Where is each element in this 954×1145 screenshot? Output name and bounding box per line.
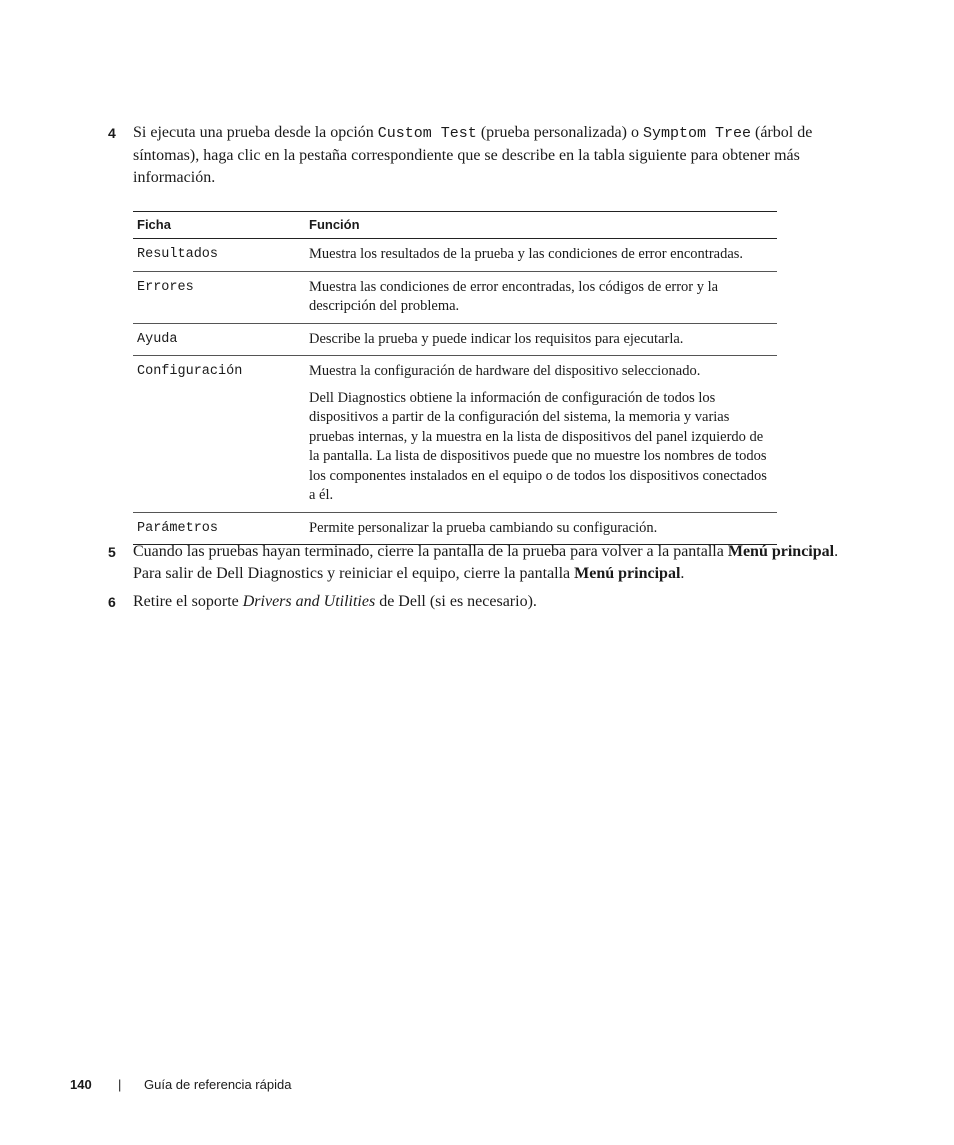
page-footer <box>70 1077 292 1092</box>
text-run: Cuando las pruebas hayan terminado, cierre la pantalla de la prueba para volver a la pantalla <box>133 543 728 560</box>
tab-name-cell: Resultados <box>133 239 305 272</box>
step-text <box>133 122 868 189</box>
function-text: Muestra las condiciones de error encontradas, los códigos de error y la descripción del problema. <box>309 278 719 314</box>
tab-name-cell: Ayuda <box>133 323 305 356</box>
text-run: . Para salir de Dell Diagnostics y reiniciar el equipo, cierre la pantalla <box>133 543 839 582</box>
text-run: de Dell (si es necesario). <box>375 593 537 610</box>
function-text: Dell Diagnostics obtiene la información de configuración de todos los dispositivos a partir de la configuración del sistema, la memoria y varias pruebas internas, y la muestra en la lista de dispositivos del panel izquierdo de la pantalla. La lista de dispositivos puede que no muestre los nombres de todos los componentes instalados en el equipo o de todos los dispositivos conectados a él. <box>309 389 767 503</box>
step-number: 4 <box>108 125 116 141</box>
page-number: 140 <box>70 1077 92 1092</box>
text-run: (prueba personalizada) o <box>476 124 643 141</box>
function-cell <box>305 271 777 323</box>
text-run: (árbol de síntomas), haga clic en la pestaña correspondiente que se describe en la tabla siguiente para obtener más información. <box>133 124 813 186</box>
tab-name-cell: Configuración <box>133 356 305 513</box>
step-6 <box>108 591 868 613</box>
column-header-ficha: Ficha <box>133 212 305 239</box>
menu-principal-term: Menú principal <box>727 543 835 560</box>
table-row <box>133 271 777 323</box>
text-run: Si ejecuta una prueba desde la opción <box>133 124 378 141</box>
table-header-row <box>133 212 777 239</box>
code-custom-test: Custom Test <box>377 125 477 142</box>
table-row <box>133 356 777 513</box>
step-text <box>133 591 868 613</box>
footer-separator: | <box>118 1077 122 1092</box>
document-title: Guía de referencia rápida <box>144 1077 292 1092</box>
step-4 <box>108 122 868 189</box>
step-number: 5 <box>108 544 116 560</box>
function-cell <box>305 356 777 513</box>
code-symptom-tree: Symptom Tree <box>642 125 751 142</box>
tab-name-cell: Errores <box>133 271 305 323</box>
step-text <box>133 541 868 585</box>
media-name: Drivers and Utilities <box>242 593 376 610</box>
tabs-table <box>133 211 777 545</box>
function-cell <box>305 323 777 356</box>
text-run: Retire el soporte <box>133 593 243 610</box>
table-row <box>133 323 777 356</box>
function-text: Permite personalizar la prueba cambiando su configuración. <box>309 519 658 536</box>
function-text: Muestra los resultados de la prueba y las condiciones de error encontradas. <box>309 246 744 262</box>
tab-name-cell: Parámetros <box>133 512 305 545</box>
function-cell <box>305 239 777 272</box>
function-cell <box>305 512 777 545</box>
step-number: 6 <box>108 594 116 610</box>
table-row <box>133 512 777 545</box>
step-5 <box>108 541 868 585</box>
column-header-funcion: Función <box>305 212 777 239</box>
menu-principal-term: Menú principal <box>574 565 681 582</box>
text-run: . <box>680 565 685 582</box>
function-text: Describe la prueba y puede indicar los requisitos para ejecutarla. <box>309 330 684 347</box>
table-row <box>133 239 777 272</box>
function-text: Muestra la configuración de hardware del dispositivo seleccionado. <box>309 363 701 379</box>
